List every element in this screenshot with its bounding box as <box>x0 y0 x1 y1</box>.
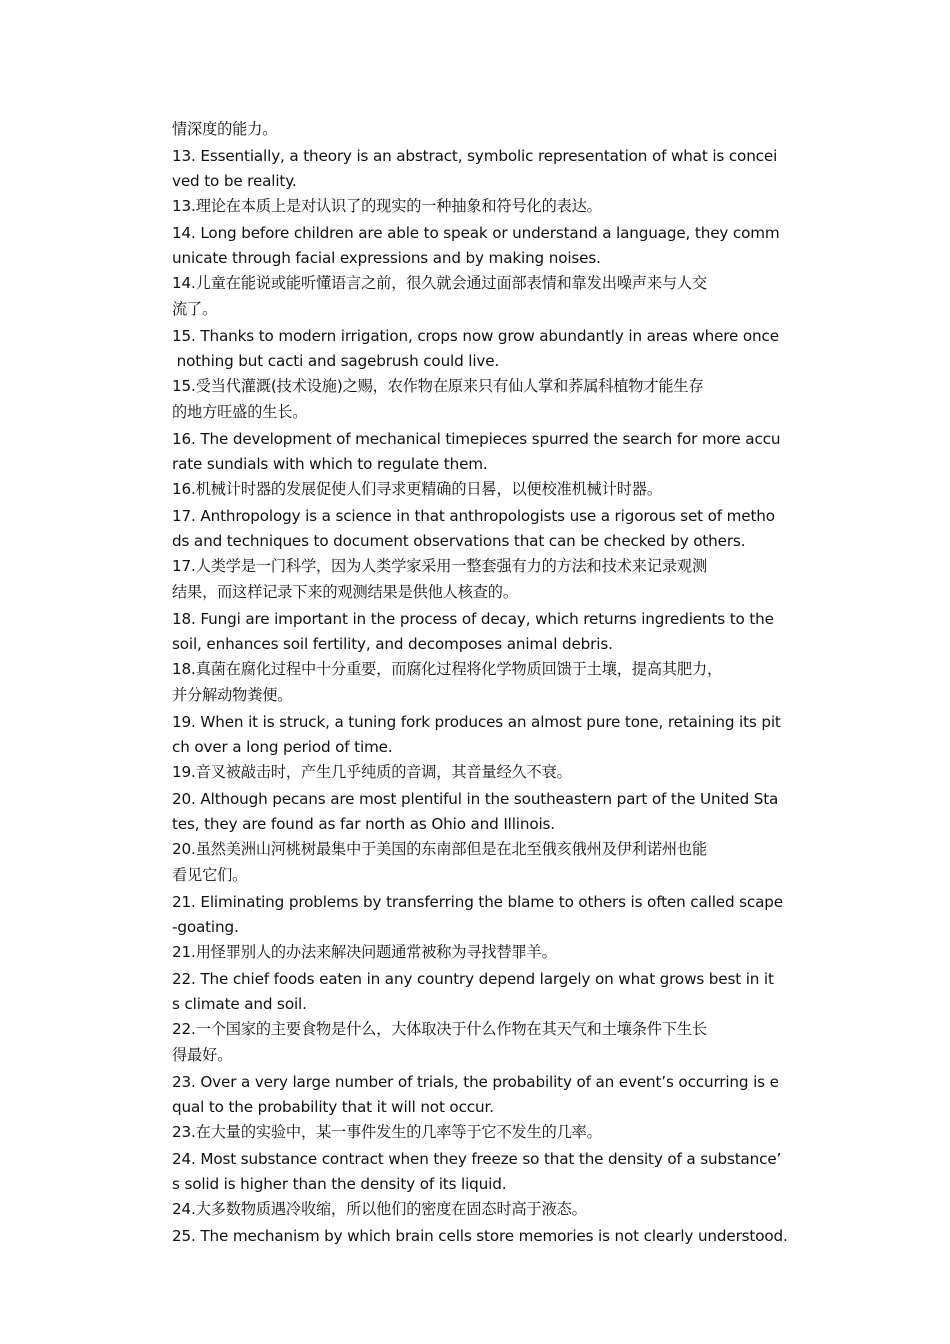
chinese-text-line: 24.大多数物质遇冷收缩，所以他们的密度在固态时高于液态。 <box>172 1200 587 1218</box>
chinese-text-line: 18.真菌在腐化过程中十分重要，而腐化过程将化学物质回馈于土壤，提高其肥力， <box>172 660 723 678</box>
chinese-text-line: 流了。 <box>172 300 218 318</box>
english-text-line: ch over a long period of time. <box>172 738 393 756</box>
english-text-line: -goating. <box>172 918 239 936</box>
english-text-line: 21. Eliminating problems by transferring the blame to others is often called scape <box>172 893 783 911</box>
chinese-text-line: 的地方旺盛的生长。 <box>172 403 308 421</box>
chinese-text-line: 并分解动物粪便。 <box>172 686 293 704</box>
english-text-line: s climate and soil. <box>172 995 307 1013</box>
chinese-text-line: 看见它们。 <box>172 866 248 884</box>
chinese-text-line: 22.一个国家的主要食物是什么，大体取决于什么作物在其天气和土壤条件下生长 <box>172 1020 707 1038</box>
english-text-line: 18. Fungi are important in the process of decay, which returns ingredients to the <box>172 610 774 628</box>
english-text-line: 25. The mechanism by which brain cells store memories is not clearly understood. <box>172 1227 788 1245</box>
english-text-line: 13. Essentially, a theory is an abstract, symbolic representation of what is concei <box>172 147 778 165</box>
english-text-line: ds and techniques to document observations that can be checked by others. <box>172 532 746 550</box>
english-text-line: tes, they are found as far north as Ohio and Illinois. <box>172 815 555 833</box>
chinese-text-line: 16.机械计时器的发展促使人们寻求更精确的日晷，以便校准机械计时器。 <box>172 480 662 498</box>
chinese-text-line: 23.在大量的实验中，某一事件发生的几率等于它不发生的几率。 <box>172 1123 602 1141</box>
english-text-line: soil, enhances soil fertility, and decomposes animal debris. <box>172 635 613 653</box>
english-text-line: unicate through facial expressions and by making noises. <box>172 249 601 267</box>
english-text-line: 19. When it is struck, a tuning fork produces an almost pure tone, retaining its pit <box>172 713 781 731</box>
english-text-line: qual to the probability that it will not occur. <box>172 1098 494 1116</box>
english-text-line: ved to be reality. <box>172 172 297 190</box>
english-text-line: 17. Anthropology is a science in that anthropologists use a rigorous set of metho <box>172 507 775 525</box>
chinese-text-line: 13.理论在本质上是对认识了的现实的一种抽象和符号化的表达。 <box>172 197 602 215</box>
chinese-text-line: 得最好。 <box>172 1046 233 1064</box>
english-text-line: s solid is higher than the density of its liquid. <box>172 1175 507 1193</box>
english-text-line: 15. Thanks to modern irrigation, crops now grow abundantly in areas where once <box>172 327 779 345</box>
english-text-line: nothing but cacti and sagebrush could live. <box>172 352 500 370</box>
chinese-text-line: 14.儿童在能说或能听懂语言之前，很久就会通过面部表情和靠发出噪声来与人交 <box>172 274 707 292</box>
english-text-line: 20. Although pecans are most plentiful in the southeastern part of the United Sta <box>172 790 779 808</box>
document-body <box>172 116 824 1248</box>
english-text-line: 22. The chief foods eaten in any country depend largely on what grows best in it <box>172 970 774 988</box>
chinese-text-line: 19.音叉被敲击时，产生几乎纯质的音调，其音量经久不衰。 <box>172 763 572 781</box>
english-text-line: rate sundials with which to regulate them. <box>172 455 488 473</box>
chinese-text-line: 情深度的能力。 <box>172 120 278 138</box>
english-text-line: 14. Long before children are able to speak or understand a language, they comm <box>172 224 780 242</box>
english-text-line: 24. Most substance contract when they freeze so that the density of a substance’ <box>172 1150 782 1168</box>
chinese-text-line: 结果，而这样记录下来的观测结果是供他人核查的。 <box>172 583 518 601</box>
chinese-text-line: 20.虽然美洲山河桃树最集中于美国的东南部但是在北至俄亥俄州及伊利诺州也能 <box>172 840 707 858</box>
chinese-text-line: 17.人类学是一门科学，因为人类学家采用一整套强有力的方法和技术来记录观测 <box>172 557 707 575</box>
chinese-text-line: 21.用怪罪别人的办法来解决问题通常被称为寻找替罪羊。 <box>172 943 557 961</box>
chinese-text-line: 15.受当代灌溉(技术设施)之赐，农作物在原来只有仙人掌和荞属科植物才能生存 <box>172 377 704 395</box>
english-text-line: 16. The development of mechanical timepieces spurred the search for more accu <box>172 430 781 448</box>
english-text-line: 23. Over a very large number of trials, the probability of an event’s occurring is e <box>172 1073 779 1091</box>
